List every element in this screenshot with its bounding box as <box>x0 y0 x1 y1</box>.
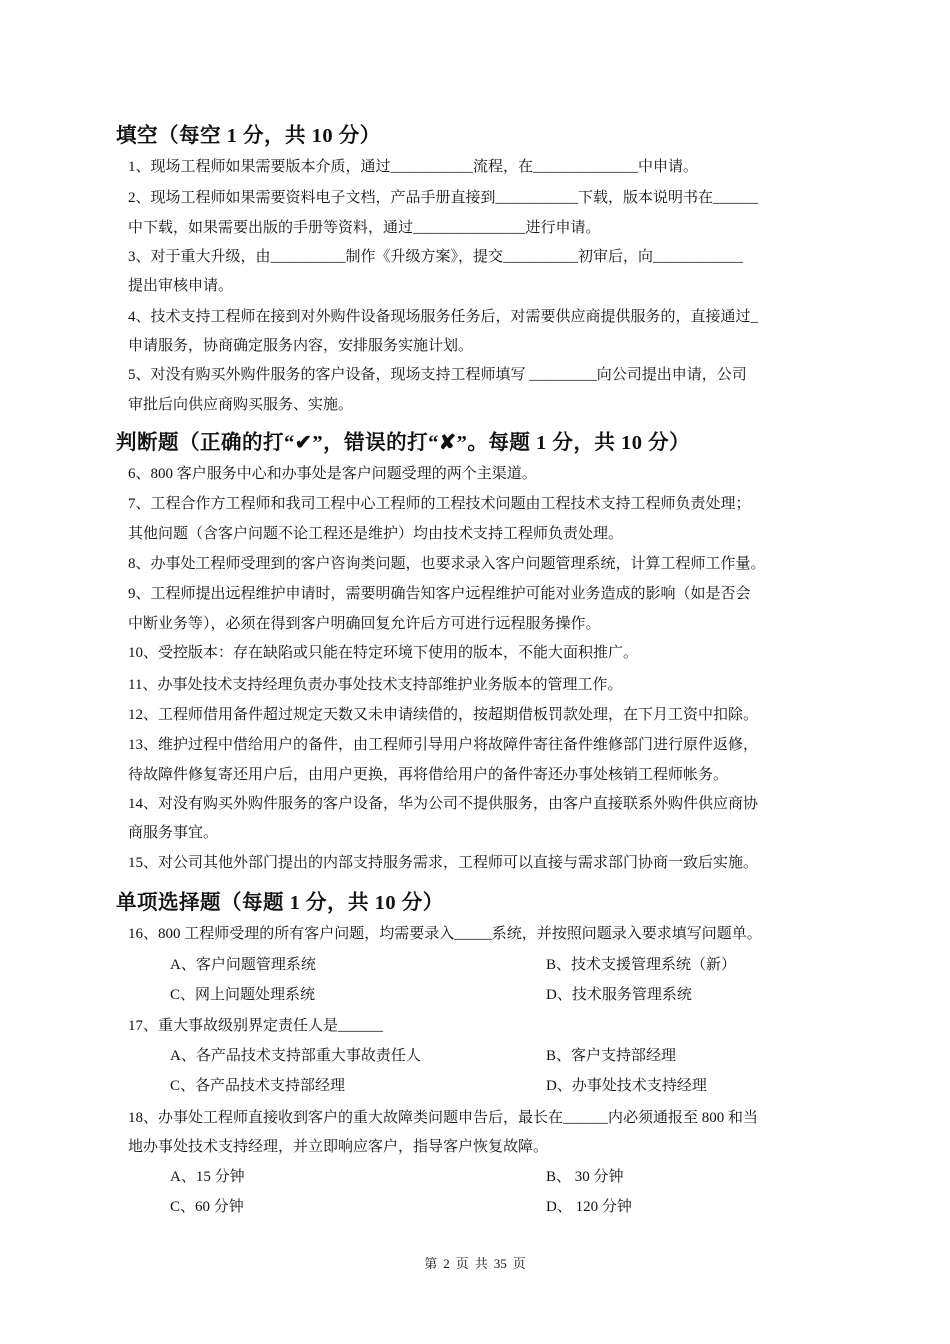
question-line: 12、工程师借用备件超过规定天数又未申请续借的，按超期借板罚款处理，在下月工资中扣除。 <box>128 707 759 723</box>
question-line: 4、技术支持工程师在接到对外购件设备现场服务任务后，对需要供应商提供服务的，直接通过_ <box>128 309 759 325</box>
option-c: C、网上问题处理系统 <box>170 987 316 1003</box>
question-line: 审批后向供应商购买服务、实施。 <box>128 397 354 413</box>
section-heading-true-false: 判断题（正确的打“✔”，错误的打“✘”。每题 1 分，共 10 分） <box>116 432 691 454</box>
option-b: B、客户支持部经理 <box>546 1048 677 1064</box>
option-d: D、办事处技术支持经理 <box>546 1078 707 1094</box>
footer-page-word: 页 <box>455 1256 469 1271</box>
question-line: 提出审核申请。 <box>128 278 234 294</box>
option-a: A、15 分钟 <box>170 1169 245 1185</box>
question-line: 待故障件修复寄还用户后，由用户更换，再将借给用户的备件寄还办事处核销工程师帐务。 <box>128 767 729 783</box>
question-stem: 地办事处技术支持经理，并立即响应客户，指导客户恢复故障。 <box>128 1139 549 1155</box>
footer-total-word: 页 <box>512 1256 526 1271</box>
question-line: 商服务事宜。 <box>128 825 219 841</box>
question-line: 6、800 客户服务中心和办事处是客户问题受理的两个主渠道。 <box>128 466 537 482</box>
page-footer <box>0 1253 950 1272</box>
question-line: 8、办事处工程师受理到的客户咨询类问题，也要求录入客户问题管理系统，计算工程师工作量。 <box>128 556 766 572</box>
option-b: B、技术支援管理系统（新） <box>546 957 737 973</box>
question-line: 13、维护过程中借给用户的备件，由工程师引导用户将故障件寄往备件维修部门进行原件返修， <box>128 737 759 753</box>
question-line: 其他问题（含客户问题不论工程还是维护）均由技术支持工程师负责处理。 <box>128 526 624 542</box>
option-b: B、 30 分钟 <box>546 1169 624 1185</box>
option-c: C、各产品技术支持部经理 <box>170 1078 346 1094</box>
question-stem: 17、重大事故级别界定责任人是______ <box>128 1018 384 1034</box>
footer-page-number: 2 <box>443 1256 450 1271</box>
question-line: 3、对于重大升级，由__________制作《升级方案》，提交__________初审后，向____________ <box>128 249 744 265</box>
option-c: C、60 分钟 <box>170 1199 244 1215</box>
question-line: 5、对没有购买外购件服务的客户设备，现场支持工程师填写 _________向公司提出申请，公司 <box>128 367 747 383</box>
question-line: 10、受控版本：存在缺陷或只能在特定环境下使用的版本，不能大面积推广。 <box>128 645 639 661</box>
option-a: A、各产品技术支持部重大事故责任人 <box>170 1048 421 1064</box>
question-line: 中下载，如果需要出版的手册等资料，通过_______________进行申请。 <box>128 220 601 236</box>
question-line: 1、现场工程师如果需要版本介质，通过___________流程，在______________中申请。 <box>128 159 699 175</box>
footer-total-label: 共 <box>474 1256 488 1271</box>
question-line: 9、工程师提出远程维护申请时，需要明确告知客户远程维护可能对业务造成的影响（如是否会 <box>128 586 751 602</box>
section-heading-single-choice: 单项选择题（每题 1 分，共 10 分） <box>116 892 444 914</box>
question-stem: 18、办事处工程师直接收到客户的重大故障类问题申告后，最长在______内必须通报至 800 和当 <box>128 1110 759 1126</box>
question-line: 11、办事处技术支持经理负责办事处技术支持部维护业务版本的管理工作。 <box>128 677 623 693</box>
question-line: 中断业务等），必须在得到客户明确回复允许后方可进行远程服务操作。 <box>128 616 601 632</box>
question-line: 14、对没有购买外购件服务的客户设备，华为公司不提供服务，由客户直接联系外购件供应商协 <box>128 796 759 812</box>
option-a: A、客户问题管理系统 <box>170 957 316 973</box>
footer-total-number: 35 <box>493 1256 507 1271</box>
section-heading-fill-blank: 填空（每空 1 分，共 10 分） <box>116 125 381 147</box>
option-d: D、技术服务管理系统 <box>546 987 692 1003</box>
question-line: 7、工程合作方工程师和我司工程中心工程师的工程技术问题由工程技术支持工程师负责处理； <box>128 496 751 512</box>
footer-page-label: 第 <box>424 1256 438 1271</box>
question-line: 15、对公司其他外部门提出的内部支持服务需求，工程师可以直接与需求部门协商一致后实施。 <box>128 855 759 871</box>
question-line: 申请服务，协商确定服务内容，安排服务实施计划。 <box>128 338 474 354</box>
option-d: D、 120 分钟 <box>546 1199 632 1215</box>
question-line: 2、现场工程师如果需要资料电子文档，产品手册直接到___________下载，版本说明书在______ <box>128 190 759 206</box>
question-stem: 16、800 工程师受理的所有客户问题，均需要录入_____系统，并按照问题录入要求填写问题单。 <box>128 926 762 942</box>
